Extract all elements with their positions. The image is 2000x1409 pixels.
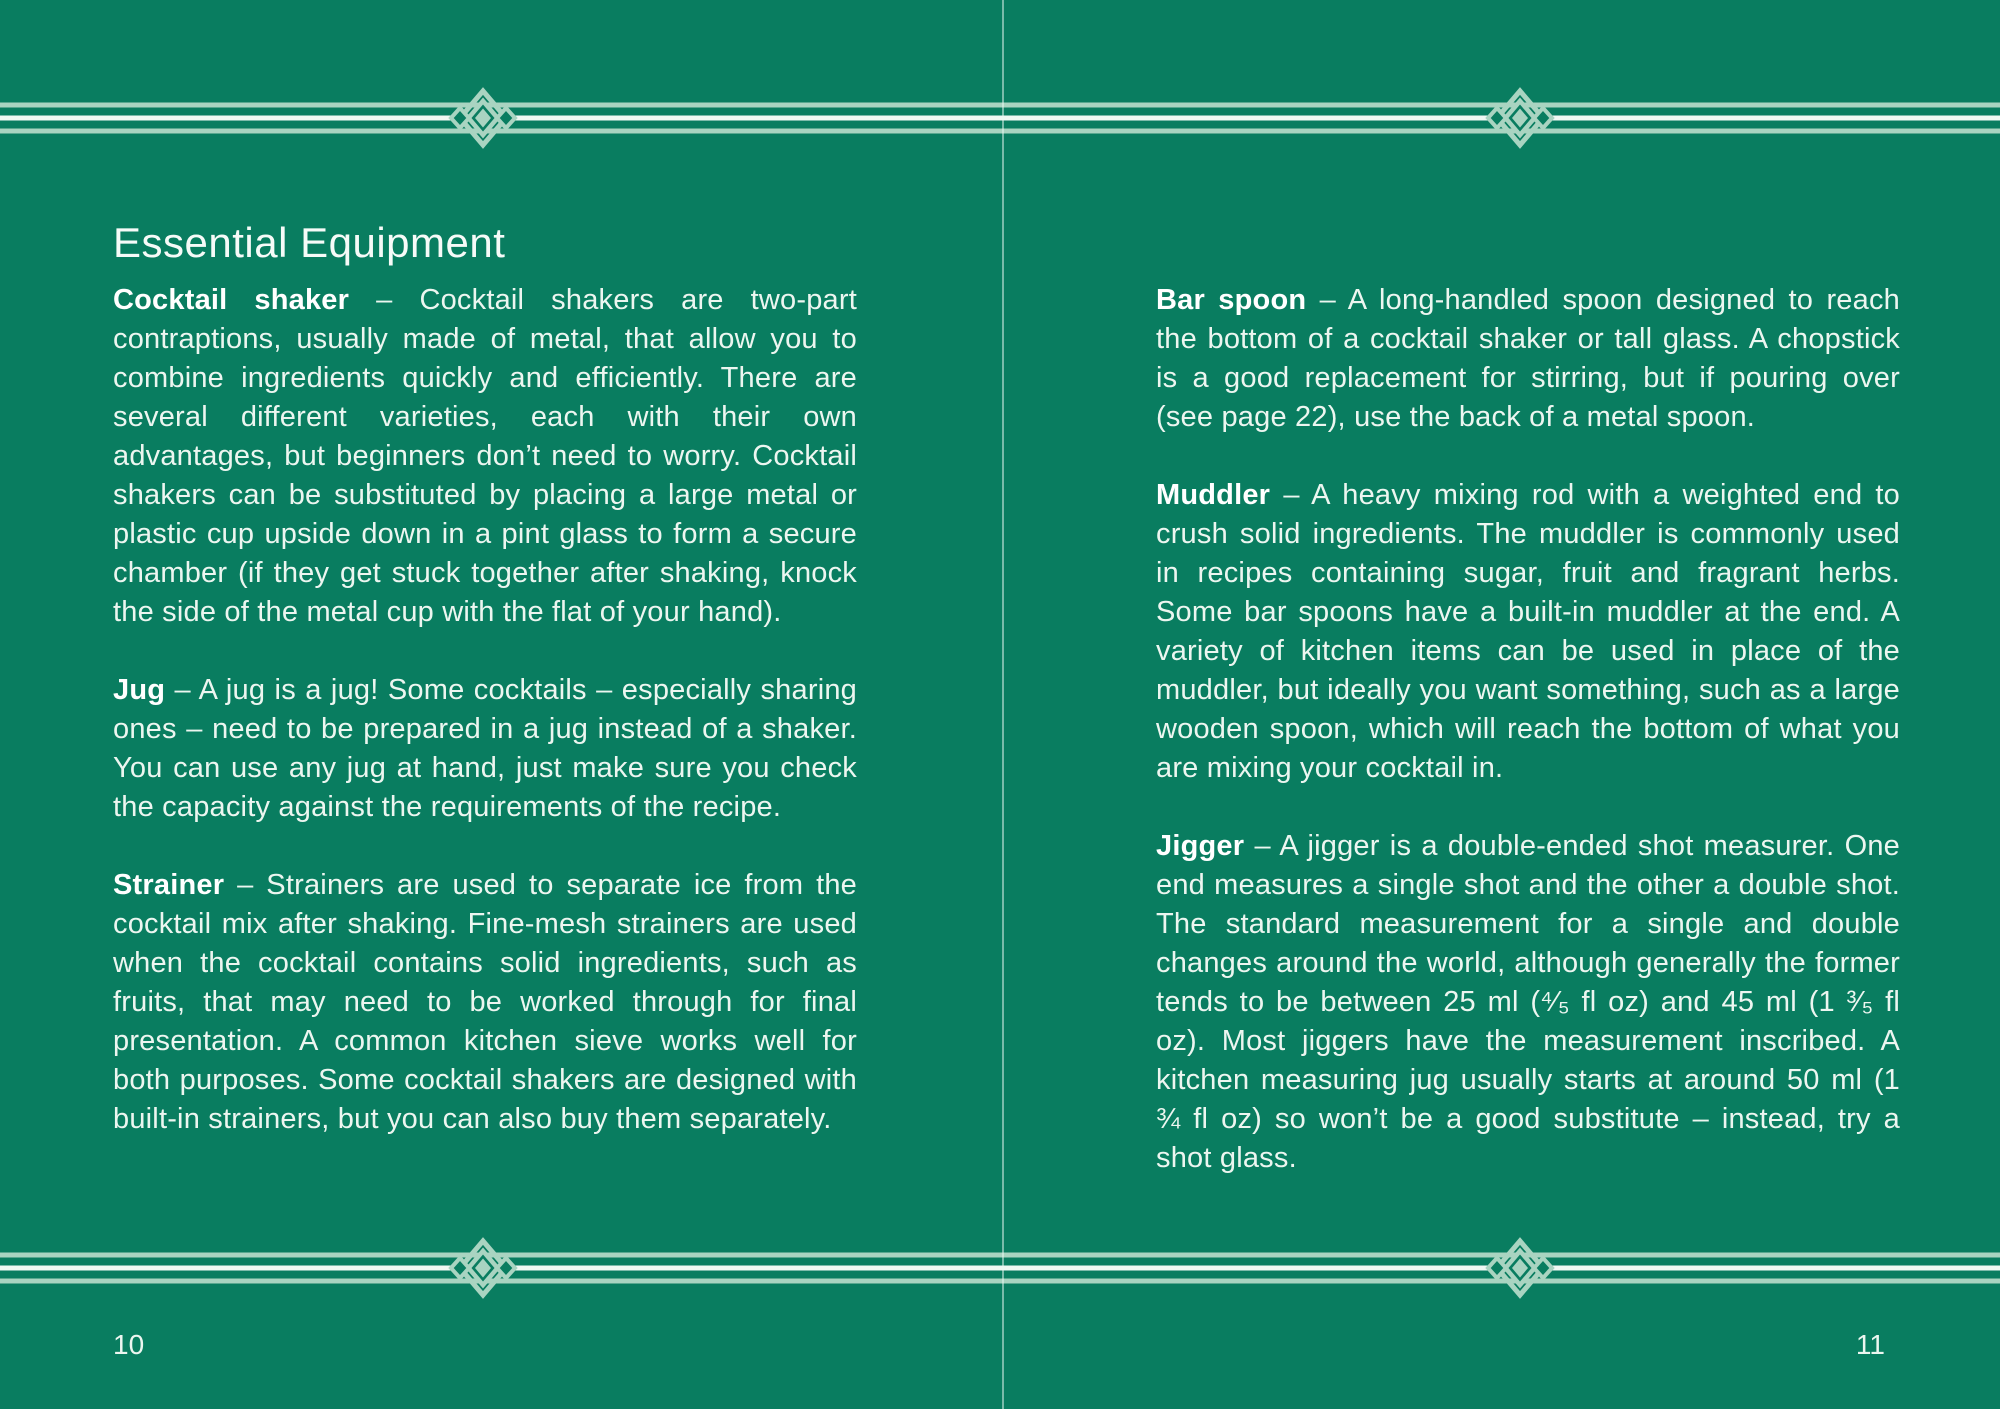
entry-body: – A jigger is a double-ended shot measurer. One end measures a single shot and the other a double shot. The standard measurement for a single and double changes around the world, although generally the former tends to be between 25 ml (⁴⁄₅ fl oz) and 45 ml (1 ³⁄₅ fl oz). Most jiggers have the measurement inscribed. A kitchen measuring jug usually starts at around 50 ml (1 ¾ fl oz) so won’t be a good substitute – instead, try a shot glass. [1156,830,1900,1174]
page-right [1156,281,1900,1178]
page-title: Essential Equipment [113,219,506,266]
entry-body: – A heavy mixing rod with a weighted end to crush solid ingredients. The muddler is commonly used in recipes containing sugar, fruit and fragrant herbs. Some bar spoons have a built-in muddler at the end. A variety of kitchen items can be used in place of the muddler, but ideally you want something, such as a large wooden spoon, which will reach the bottom of what you are mixing your cocktail in. [1156,479,1900,784]
entry-bar-spoon [1156,281,1900,437]
entry-muddler [1156,476,1900,788]
entry-jigger [1156,827,1900,1178]
page-gutter [1002,0,1004,1409]
entry-jug [113,671,857,827]
entry-body: – Strainers are used to separate ice from the cocktail mix after shaking. Fine-mesh strainers are used when the cocktail contains solid ingredients, such as fruits, that may need to be worked through for final presentation. A common kitchen sieve works well for both purposes. Some cocktail shakers are designed with built-in strainers, but you can also buy them separately. [113,869,857,1135]
entry-term: Bar spoon [1156,284,1307,316]
entry-term: Jug [113,674,166,706]
top-border-ornament [0,79,2000,169]
page-number-left: 10 [113,1329,145,1360]
entry-term: Jigger [1156,830,1245,862]
entry-term: Cocktail shaker [113,284,350,316]
entry-strainer [113,866,857,1139]
page-left [113,218,857,1139]
entry-term: Strainer [113,869,225,901]
entry-body: – A jug is a jug! Some cocktails – especially sharing ones – need to be prepared in a jug instead of a shaker. You can use any jug at hand, just make sure you check the capacity against the requirements of the recipe. [113,674,857,823]
bottom-border-ornament [0,1229,2000,1319]
page-number-right: 11 [1855,1329,1885,1360]
entry-term: Muddler [1156,479,1271,511]
entry-body: – Cocktail shakers are two-part contraptions, usually made of metal, that allow you to combine ingredients quickly and efficiently. There are several different varieties, each with their own advantages, but beginners don’t need to worry. Cocktail shakers can be substituted by placing a large metal or plastic cup upside down in a pint glass to form a secure chamber (if they get stuck together after shaking, knock the side of the metal cup with the flat of your hand). [113,284,857,628]
entry-cocktail-shaker [113,281,857,632]
entry-body: – A long-handled spoon designed to reach the bottom of a cocktail shaker or tall glass. A chopstick is a good replacement for stirring, but if pouring over (see page 22), use the back of a metal spoon. [1156,284,1900,433]
